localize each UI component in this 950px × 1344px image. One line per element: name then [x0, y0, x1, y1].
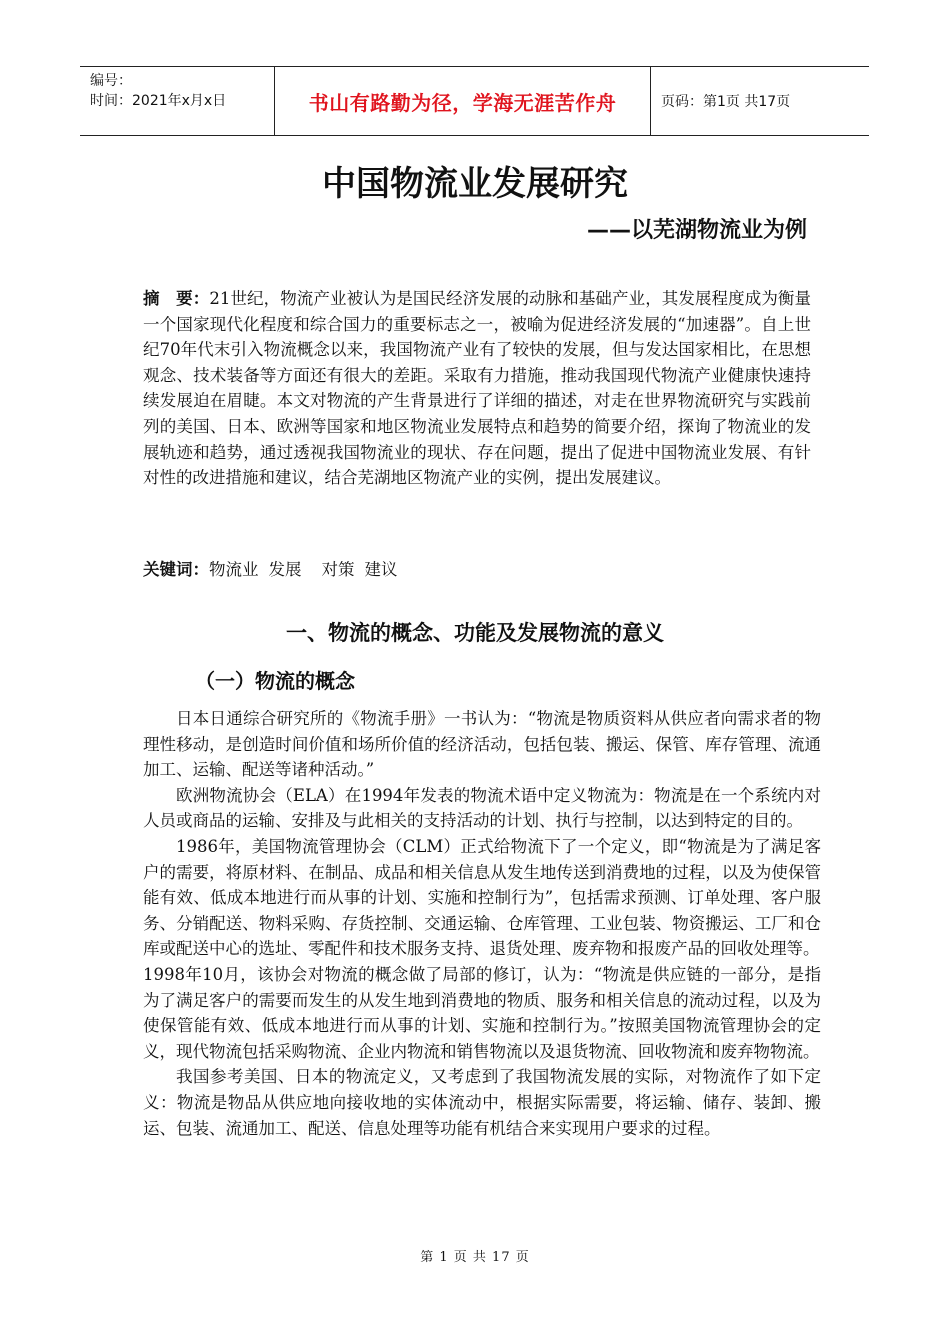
- section-heading: 一、物流的概念、功能及发展物流的意义: [286, 621, 664, 645]
- keyword: 建议: [364, 560, 398, 579]
- subsection-heading: （一）物流的概念: [195, 669, 355, 693]
- body-paragraph: 1998年10月，该协会对物流的概念做了局部的修订，认为：“物流是供应链的一部分，是指为了满足客户的需要而发生的从发生地到消费地的物质、服务和相关信息的流动过程，以及为使保管能有效、低成本地进行而从事的计划、实施和控制行为。”按照美国物流管理协会的定义，现代物流包括采购物流、企业内物流和销售物流以及退货物流、回收物流和废弃物物流。: [143, 964, 821, 1061]
- body-paragraph: 日本日通综合研究所的《物流手册》一书认为：“物流是物质资料从供应者向需求者的物理性移动，是创造时间价值和场所价值的经济活动，包括包装、搬运、保管、库存管理、流通加工、运输、配送等诸种活动。”: [143, 709, 821, 780]
- keywords-label: 关键词：: [143, 560, 209, 579]
- document-time-label: 时间：2021年x月x日: [90, 93, 227, 109]
- body-paragraph: 欧洲物流协会（ELA）在1994年发表的物流术语中定义物流为：物流是在一个系统内对人员或商品的运输、安排及与此相关的支持活动的计划、执行与控制，以达到特定的目的。: [143, 785, 821, 831]
- abstract-paragraph: [143, 286, 811, 491]
- keyword: 发展: [268, 560, 302, 579]
- keyword: 物流业: [209, 560, 259, 579]
- abstract-text: 21世纪，物流产业被认为是国民经济发展的动脉和基础产业，其发展程度成为衡量一个国家现代化程度和综合国力的重要标志之一，被喻为促进经济发展的“加速器”。自上世纪70年代末引入物流概念以来，我国物流产业有了较快的发展，但与发达国家相比，在思想观念、技术装备等方面还有很大的差距。采取有力措施，推动我国现代物流产业健康快速持续发展迫在眉睫。本文对物流的产生背景进行了详细的描述，对走在世界物流研究与实践前列的美国、日本、欧洲等国家和地区物流业发展特点和趋势的简要介绍，探询了物流业的发展轨迹和趋势，通过透视我国物流业的现状、存在问题，提出了促进中国物流业发展、有针对性的改进措施和建议，结合芜湖地区物流产业的实例，提出发展建议。: [143, 289, 811, 488]
- header-meta-cell: [80, 67, 275, 135]
- document-title: 中国物流业发展研究: [322, 164, 628, 204]
- header-motto-cell: [275, 67, 651, 135]
- page-header: [80, 66, 869, 136]
- document-number-label: 编号：: [90, 73, 132, 89]
- header-page-cell: [651, 67, 869, 135]
- motto-text: 书山有路勤为径，学海无涯苦作舟: [308, 90, 617, 115]
- body-paragraph: 1986年，美国物流管理协会（CLM）正式给物流下了一个定义，即“物流是为了满足客户的需要，将原材料、在制品、成品和相关信息从发生地传送到消费地的过程，以及为使保管能有效、低成本地进行而从事的计划、实施和控制行为”，包括需求预测、订单处理、客户服务、分销配送、物料采购、存货控制、交通运输、仓库管理、工业包装、物资搬运、工厂和仓库或配送中心的选址、零配件和技术服务支持、退货处理、废弃物和报废产品的回收处理等。: [143, 836, 821, 959]
- page-footer: 第 1 页 共 17 页: [420, 1250, 530, 1265]
- document-subtitle: ——以芜湖物流业为例: [586, 218, 807, 243]
- body-text: [143, 706, 821, 1141]
- abstract-label: 摘 要：: [143, 289, 210, 308]
- header-page-info: 页码：第1页 共17页: [661, 94, 791, 110]
- body-paragraph: 我国参考美国、日本的物流定义，又考虑到了我国物流发展的实际，对物流作了如下定义：物流是物品从供应地向接收地的实体流动中，根据实际需要，将运输、储存、装卸、搬运、包装、流通加工、配送、信息处理等功能有机结合来实现用户要求的过程。: [143, 1067, 821, 1138]
- keywords-line: [143, 557, 408, 583]
- keyword: 对策: [321, 560, 355, 579]
